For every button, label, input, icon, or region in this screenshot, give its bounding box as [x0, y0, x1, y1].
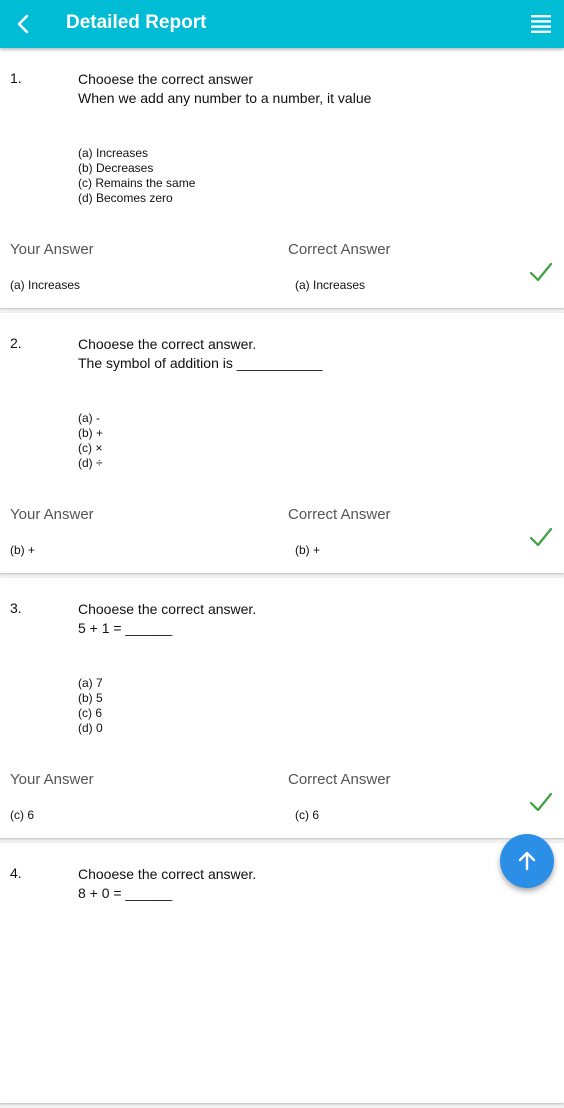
option-c: (c) 6 [78, 706, 102, 720]
question-number: 3. [10, 600, 22, 616]
check-icon [528, 524, 554, 550]
option-d: (d) 0 [78, 721, 103, 735]
your-answer-value: (c) 6 [10, 808, 34, 822]
question-number: 2. [10, 335, 22, 351]
correct-answer-value: (b) + [295, 543, 321, 557]
question-text [78, 600, 256, 638]
arrow-back-icon [13, 13, 35, 35]
option-b: (b) 5 [78, 691, 103, 705]
option-a: (a) 7 [78, 676, 103, 690]
question-card [0, 578, 564, 838]
correct-answer-label: Correct Answer [288, 241, 391, 258]
app-bar [0, 0, 564, 48]
your-answer-value: (b) + [10, 543, 36, 557]
correct-answer-value: (c) 6 [295, 808, 319, 822]
scroll-to-top-button[interactable] [500, 834, 554, 888]
check-icon [528, 789, 554, 815]
question-instruction: Chooese the correct answer [78, 71, 254, 87]
question-card [0, 313, 564, 573]
correct-answer-label: Correct Answer [288, 771, 391, 788]
question-text [78, 70, 371, 108]
option-d: (d) Becomes zero [78, 191, 173, 205]
question-body: 8 + 0 = ______ [78, 885, 173, 901]
option-b: (b) Decreases [78, 161, 154, 175]
question-text [78, 335, 322, 373]
correct-answer-label: Correct Answer [288, 506, 391, 523]
your-answer-label: Your Answer [10, 771, 94, 788]
option-c: (c) Remains the same [78, 176, 196, 190]
arrow-up-icon [516, 850, 538, 872]
question-instruction: Chooese the correct answer. [78, 601, 257, 617]
question-instruction: Chooese the correct answer. [78, 866, 257, 882]
question-instruction: Chooese the correct answer. [78, 336, 257, 352]
back-button[interactable] [6, 6, 42, 42]
question-body: The symbol of addition is ___________ [78, 355, 323, 371]
your-answer-label: Your Answer [10, 506, 94, 523]
question-list[interactable] [0, 48, 564, 1108]
question-body: 5 + 1 = ______ [78, 620, 173, 636]
correct-answer-value: (a) Increases [295, 278, 366, 292]
page-title: Detailed Report [66, 12, 207, 33]
list-menu-icon [530, 14, 552, 34]
check-icon [528, 259, 554, 285]
question-number: 1. [10, 70, 22, 86]
your-answer-value: (a) Increases [10, 278, 81, 292]
question-card [0, 48, 564, 308]
option-a: (a) - [78, 411, 100, 425]
your-answer-label: Your Answer [10, 241, 94, 258]
options-list [78, 676, 103, 736]
question-number: 4. [10, 865, 22, 881]
option-b: (b) + [78, 426, 104, 440]
options-list [78, 146, 195, 206]
option-d: (d) ÷ [78, 456, 103, 470]
question-card [0, 843, 564, 1103]
option-c: (c) × [78, 441, 103, 455]
menu-button[interactable] [524, 7, 558, 41]
question-text [78, 865, 256, 903]
question-body: When we add any number to a number, it value [78, 90, 372, 106]
option-a: (a) Increases [78, 146, 149, 160]
options-list [78, 411, 103, 471]
